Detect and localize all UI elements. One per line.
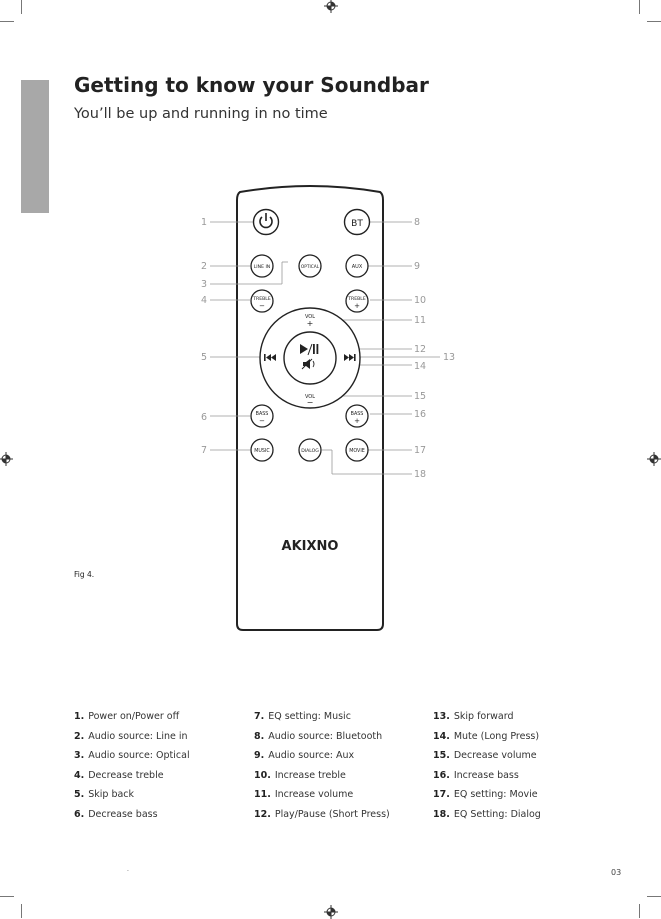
legend-number: 17. [433, 789, 450, 800]
legend-number: 4. [74, 770, 85, 781]
power-button [254, 210, 279, 235]
callout-17: 17 [414, 445, 427, 456]
legend-number: 16. [433, 770, 450, 781]
legend-item [433, 789, 538, 800]
legend-number: 5. [74, 789, 85, 800]
callout-18: 18 [414, 469, 427, 480]
legend-item [74, 809, 158, 820]
legend-item [254, 789, 353, 800]
legend-text: Increase volume [274, 789, 354, 800]
dialog-button [299, 439, 321, 461]
callout-4: 4 [201, 295, 208, 306]
callout-15: 15 [414, 391, 427, 402]
legend-item [74, 711, 179, 722]
callout-16: 16 [414, 409, 427, 420]
legend-text: Decrease treble [88, 770, 164, 781]
legend-text: Audio source: Aux [268, 750, 355, 761]
legend-number: 14. [433, 731, 450, 742]
legend-number: 15. [433, 750, 450, 761]
legend-item [254, 750, 354, 761]
legend-number: 7. [254, 711, 265, 722]
callout-13: 13 [443, 352, 456, 363]
optical-button [299, 255, 321, 277]
legend-text: EQ setting: Movie [453, 789, 538, 800]
legend-item [74, 750, 190, 761]
legend-item [433, 750, 537, 761]
legend-item [74, 731, 188, 742]
page-number: 03 [611, 868, 622, 877]
movie-button [346, 439, 368, 461]
aux-label: AUX [351, 264, 363, 270]
bass-minus-sign: − [259, 417, 265, 425]
callout-3: 3 [201, 279, 208, 290]
legend-number: 18. [433, 809, 450, 820]
legend-text: Increase treble [274, 770, 346, 781]
legend-number: 13. [433, 711, 450, 722]
callout-5: 5 [201, 352, 208, 363]
legend-text: Decrease bass [88, 809, 158, 820]
vol-down-sign: − [306, 398, 314, 407]
legend-number: 10. [254, 770, 271, 781]
optical-label: OPTICAL [300, 265, 320, 270]
legend-item [254, 770, 346, 781]
legend-text: EQ Setting: Dialog [453, 809, 541, 820]
legend-text: Increase bass [453, 770, 519, 781]
callout-1: 1 [201, 217, 208, 228]
legend-item [433, 711, 514, 722]
treble-minus-label: TREBLE [253, 297, 271, 302]
legend-item [74, 789, 134, 800]
legend-text: Audio source: Bluetooth [268, 731, 383, 742]
page-subtitle: You’ll be up and running in no time [74, 106, 328, 122]
legend-text: Audio source: Line in [88, 731, 188, 742]
bass-plus-sign: + [354, 417, 360, 425]
figure-caption: Fig 4. [74, 570, 95, 579]
legend-number: 3. [74, 750, 85, 761]
legend-number: 11. [254, 789, 271, 800]
movie-label: MOVIE [349, 449, 365, 454]
vol-up-label: VOL [304, 314, 316, 320]
legend-number: 12. [254, 809, 271, 820]
bass-plus-label: BASS [350, 412, 364, 417]
bass-minus-label: BASS [255, 412, 269, 417]
legend-item [433, 731, 539, 742]
line-in-label: LINE IN [253, 265, 271, 270]
legend-text: Audio source: Optical [88, 750, 190, 761]
music-button [251, 439, 273, 461]
vol-down-label: VOL [304, 394, 316, 400]
callout-12: 12 [414, 344, 427, 355]
callout-10: 10 [414, 295, 427, 306]
legend-number: 6. [74, 809, 85, 820]
callout-2: 2 [201, 261, 208, 272]
legend-item [433, 809, 541, 820]
aux-button [346, 255, 368, 277]
callout-14: 14 [414, 361, 427, 372]
music-label: MUSIC [254, 449, 270, 454]
legend-text: Decrease volume [453, 750, 537, 761]
legend-item [254, 731, 382, 742]
legend-item [254, 711, 351, 722]
treble-minus-button [251, 290, 273, 312]
treble-minus-sign: − [259, 302, 265, 310]
legend-text: Power on/Power off [88, 711, 180, 722]
treble-plus-sign: + [354, 302, 360, 310]
legend-item [74, 770, 164, 781]
legend-text: Play/Pause (Short Press) [274, 809, 390, 820]
bt-label: BT [351, 219, 363, 229]
dialog-label: DIALOG [301, 449, 319, 454]
page-title: Getting to know your Soundbar [74, 73, 429, 97]
legend-number: 9. [254, 750, 265, 761]
line-in-button [251, 255, 273, 277]
legend-text: Skip forward [453, 711, 514, 722]
brand-logo: AKIXNO [281, 539, 339, 554]
legend-item [254, 809, 390, 820]
legend-item [433, 770, 519, 781]
callout-11: 11 [414, 315, 427, 326]
bass-minus-button [251, 405, 273, 427]
navigation-ring [260, 308, 360, 408]
legend-text: EQ setting: Music [268, 711, 351, 722]
legend-number: 1. [74, 711, 85, 722]
bass-plus-button [346, 405, 368, 427]
treble-plus-button [346, 290, 368, 312]
callout-6: 6 [201, 412, 208, 423]
legend-number: 2. [74, 731, 85, 742]
legend-text: Mute (Long Press) [453, 731, 540, 742]
vol-up-sign: + [306, 319, 314, 328]
callout-9: 9 [414, 261, 421, 272]
bt-button [345, 210, 370, 235]
footer-dot: . [127, 866, 129, 873]
legend-text: Skip back [88, 789, 135, 800]
treble-plus-label: TREBLE [348, 297, 366, 302]
callout-8: 8 [414, 217, 421, 228]
callout-7: 7 [201, 445, 208, 456]
legend-number: 8. [254, 731, 265, 742]
